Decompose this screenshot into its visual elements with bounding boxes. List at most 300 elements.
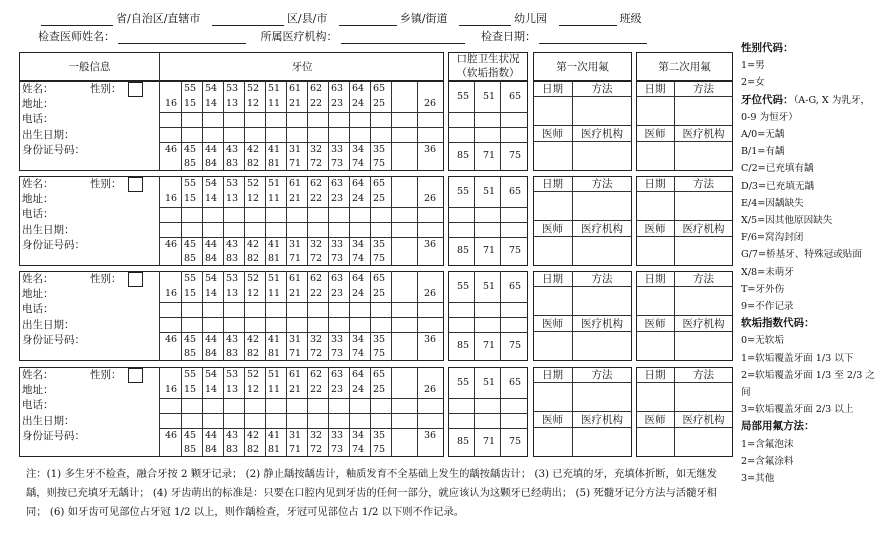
block-2-tooth-up-primary: 65 xyxy=(372,178,386,189)
block-4-second-doctor-label: 医师 xyxy=(644,414,666,426)
block-2-second-doctor-label: 医师 xyxy=(644,223,666,235)
block-3-tooth-low-perm: 45 xyxy=(183,334,197,345)
block-3-second-method-label: 方法 xyxy=(693,273,714,285)
block-3-tooth-up-perm: 21 xyxy=(288,288,302,299)
exam-date-label: 检查日期： xyxy=(481,30,536,43)
second-fluoride-title: 第二次用氟 xyxy=(658,61,711,73)
block-4-oral-upper: 55 xyxy=(456,377,470,388)
block-4-tooth-up-perm: 13 xyxy=(225,384,239,395)
block-2-tooth-low-primary: 81 xyxy=(267,253,281,264)
block-3-oral-lower: 85 xyxy=(456,340,470,351)
block-2-second-method-label: 方法 xyxy=(693,178,714,190)
block-2-address-label: 地址： xyxy=(22,193,54,205)
block-4-tooth-up-primary: 54 xyxy=(204,369,218,380)
block-1-tooth-low-perm: 45 xyxy=(183,144,197,155)
block-2-tooth-up-perm: 24 xyxy=(351,193,365,204)
block-3-tooth-up-perm: 24 xyxy=(351,288,365,299)
block-2-tooth-up-primary: 62 xyxy=(309,178,323,189)
block-4-phone-label: 电话： xyxy=(22,399,54,411)
block-1-tooth-low-perm: 44 xyxy=(204,144,218,155)
block-1-oral-lower: 71 xyxy=(482,150,496,161)
legend-heading: 性别代码： xyxy=(741,42,794,54)
block-4-oral-lower: 71 xyxy=(482,436,496,447)
block-3-tooth-low-perm: 43 xyxy=(225,334,239,345)
block-3-tooth-up-perm: 12 xyxy=(246,288,260,299)
block-1-gender-label: 性别： xyxy=(90,83,122,95)
block-3-tooth-46: 46 xyxy=(164,334,178,345)
block-2-second-date-label: 日期 xyxy=(644,178,666,190)
legend-heading: 局部用氟方法： xyxy=(741,420,815,433)
block-1-tooth-low-perm: 32 xyxy=(309,144,323,155)
block-3-tooth-up-primary: 62 xyxy=(309,273,323,284)
block-4-tooth-up-perm: 21 xyxy=(288,384,302,395)
block-2-tooth-up-primary: 54 xyxy=(204,178,218,189)
block-4-tooth-low-primary: 73 xyxy=(330,444,344,455)
block-1-first-method-label: 方法 xyxy=(591,83,613,95)
block-3-tooth-up-perm: 11 xyxy=(267,288,281,299)
block-3-phone-label: 电话： xyxy=(22,303,54,315)
block-3-tooth-up-perm: 13 xyxy=(225,288,239,299)
block-4-tooth-up-primary: 61 xyxy=(288,369,302,380)
legend-item: A/0=无龋 xyxy=(741,129,785,141)
block-1-oral-lower: 85 xyxy=(456,150,470,161)
block-2-tooth-low-primary: 72 xyxy=(309,253,323,264)
block-3-tooth-up-perm: 25 xyxy=(372,288,386,299)
block-4-tooth-up-perm: 15 xyxy=(183,384,197,395)
block-1-second-institution-label: 医疗机构 xyxy=(682,128,725,140)
block-4-tooth-low-primary: 84 xyxy=(204,444,218,455)
block-1-tooth-low-primary: 71 xyxy=(288,158,302,169)
block-1-second-method-label: 方法 xyxy=(693,83,714,95)
block-3-name-label: 姓名： xyxy=(22,273,54,285)
block-1-tooth-up-perm: 13 xyxy=(225,98,239,109)
town-label: 乡镇/街道 xyxy=(399,12,448,25)
block-3-oral-upper: 65 xyxy=(508,281,522,292)
block-1-tooth-up-primary: 54 xyxy=(204,83,218,94)
block-3-tooth-up-primary: 63 xyxy=(330,273,344,284)
legend-item: T=牙外伤 xyxy=(741,283,785,295)
block-1-tooth-up-perm: 24 xyxy=(351,98,365,109)
legend-item: 1=软垢覆盖牙面 1/3 以下 xyxy=(741,352,854,364)
block-4-tooth-low-perm: 33 xyxy=(330,430,344,441)
block-2-oral-lower: 85 xyxy=(456,245,470,256)
header-line-1 xyxy=(38,10,642,26)
block-1-oral-upper: 51 xyxy=(482,91,496,102)
block-3-tooth-up-primary: 65 xyxy=(372,273,386,284)
legend-item: 3=其他 xyxy=(741,473,775,485)
block-4-tooth-low-primary: 71 xyxy=(288,444,302,455)
block-1-tooth-low-perm: 35 xyxy=(372,144,386,155)
oral-title: 口腔卫生状况 xyxy=(456,53,520,65)
block-2-second-institution-label: 医疗机构 xyxy=(682,223,725,235)
block-4-tooth-up-perm: 12 xyxy=(246,384,260,395)
block-4-first-doctor-label: 医师 xyxy=(542,414,563,426)
block-2-tooth-up-perm: 21 xyxy=(288,193,302,204)
block-3-tooth-low-primary: 81 xyxy=(267,348,281,359)
block-3-first-doctor-label: 医师 xyxy=(542,318,563,330)
block-1-tooth-up-primary: 55 xyxy=(183,83,197,94)
block-2-tooth-up-perm: 13 xyxy=(225,193,239,204)
block-2-tooth-low-primary: 74 xyxy=(351,253,365,264)
block-4-tooth-46: 46 xyxy=(164,430,178,441)
block-2-tooth-low-primary: 83 xyxy=(225,253,239,264)
block-2-tooth-46: 46 xyxy=(164,239,178,250)
block-4-oral-upper: 51 xyxy=(482,377,496,388)
legend-item: G/7=桥基牙、特殊冠或贴面 xyxy=(741,249,862,261)
block-2-name-label: 姓名： xyxy=(22,178,54,190)
block-4-tooth-low-perm: 34 xyxy=(351,430,365,441)
block-1-tooth-up-primary: 62 xyxy=(309,83,323,94)
block-2-first-institution-label: 医疗机构 xyxy=(581,223,623,235)
block-4-second-date-label: 日期 xyxy=(644,369,666,381)
block-2-tooth-low-primary: 75 xyxy=(372,253,386,264)
block-4-tooth-low-primary: 75 xyxy=(372,444,386,455)
block-1-tooth-low-perm: 41 xyxy=(267,144,281,155)
block-3-tooth-low-perm: 35 xyxy=(372,334,386,345)
block-2-tooth-low-primary: 71 xyxy=(288,253,302,264)
block-1-first-doctor-label: 医师 xyxy=(542,128,563,140)
block-3-tooth-up-perm: 15 xyxy=(183,288,197,299)
block-2-tooth-up-perm: 25 xyxy=(372,193,386,204)
block-3-tooth-low-primary: 72 xyxy=(309,348,323,359)
block-3-tooth-low-perm: 32 xyxy=(309,334,323,345)
class-label: 班级 xyxy=(619,12,642,25)
block-3-tooth-up-primary: 54 xyxy=(204,273,218,284)
block-4-tooth-low-perm: 44 xyxy=(204,430,218,441)
block-4-tooth-up-primary: 62 xyxy=(309,369,323,380)
block-4-tooth-low-primary: 83 xyxy=(225,444,239,455)
header-line-2 xyxy=(38,28,650,44)
block-4-first-institution-label: 医疗机构 xyxy=(581,414,623,426)
block-1-tooth-16: 16 xyxy=(164,98,178,109)
block-3-tooth-low-primary: 74 xyxy=(351,348,365,359)
block-3-oral-lower: 71 xyxy=(482,340,496,351)
block-1-tooth-36: 36 xyxy=(423,144,437,155)
block-2-first-doctor-label: 医师 xyxy=(542,223,563,235)
block-1-tooth-up-perm: 12 xyxy=(246,98,260,109)
block-3-tooth-36: 36 xyxy=(423,334,437,345)
block-3-tooth-up-primary: 55 xyxy=(183,273,197,284)
block-2-tooth-low-perm: 31 xyxy=(288,239,302,250)
block-1-second-date-label: 日期 xyxy=(644,83,666,95)
block-1-oral-lower: 75 xyxy=(508,150,522,161)
legend-item: F/6=窝沟封闭 xyxy=(741,232,804,244)
block-4-name-label: 姓名： xyxy=(22,369,54,381)
block-3-tooth-low-primary: 73 xyxy=(330,348,344,359)
block-1-tooth-up-perm: 11 xyxy=(267,98,281,109)
block-4-tooth-up-primary: 65 xyxy=(372,369,386,380)
block-3-tooth-up-primary: 53 xyxy=(225,273,239,284)
legend-item: 间 xyxy=(741,387,751,399)
block-2-tooth-up-primary: 55 xyxy=(183,178,197,189)
block-4-tooth-low-perm: 32 xyxy=(309,430,323,441)
legend-item: 0-9 为恒牙） xyxy=(741,111,798,123)
block-1-tooth-up-primary: 64 xyxy=(351,83,365,94)
legend-item: X/8=未萌牙 xyxy=(741,266,794,278)
block-2-tooth-low-perm: 34 xyxy=(351,239,365,250)
block-4-tooth-up-perm: 23 xyxy=(330,384,344,395)
block-1-tooth-up-primary: 51 xyxy=(267,83,281,94)
block-2-tooth-low-primary: 73 xyxy=(330,253,344,264)
block-3-tooth-up-primary: 61 xyxy=(288,273,302,284)
block-2-oral-upper: 55 xyxy=(456,186,470,197)
block-2-tooth-36: 36 xyxy=(423,239,437,250)
block-4-oral-lower: 85 xyxy=(456,436,470,447)
block-2-gender-box[interactable] xyxy=(128,177,143,192)
legend-item: 2=含氟涂料 xyxy=(741,455,794,467)
block-4-tooth-low-primary: 72 xyxy=(309,444,323,455)
block-1-tooth-low-perm: 31 xyxy=(288,144,302,155)
block-2-gender-label: 性别： xyxy=(90,178,122,190)
block-4-tooth-36: 36 xyxy=(423,430,437,441)
block-1-tooth-low-perm: 43 xyxy=(225,144,239,155)
province-label: 省/自治区/直辖市 xyxy=(116,12,201,25)
block-3-tooth-up-primary: 52 xyxy=(246,273,260,284)
block-3-tooth-16: 16 xyxy=(164,288,178,299)
block-1-tooth-up-perm: 25 xyxy=(372,98,386,109)
block-4-tooth-low-primary: 82 xyxy=(246,444,260,455)
block-4-tooth-up-perm: 14 xyxy=(204,384,218,395)
legend-item: 0=无软垢 xyxy=(741,335,784,347)
block-4-tooth-up-primary: 63 xyxy=(330,369,344,380)
block-3-first-date-label: 日期 xyxy=(542,273,563,285)
block-4-tooth-low-primary: 85 xyxy=(183,444,197,455)
block-2-tooth-up-perm: 11 xyxy=(267,193,281,204)
block-4-tooth-low-perm: 35 xyxy=(372,430,386,441)
class-blank[interactable] xyxy=(559,14,617,26)
block-4-tooth-low-perm: 45 xyxy=(183,430,197,441)
block-1-tooth-low-primary: 84 xyxy=(204,158,218,169)
general-info-title: 一般信息 xyxy=(68,61,111,73)
block-4-tooth-low-perm: 41 xyxy=(267,430,281,441)
block-2-tooth-low-perm: 33 xyxy=(330,239,344,250)
block-1-tooth-up-perm: 22 xyxy=(309,98,323,109)
block-1-gender-box[interactable] xyxy=(128,82,143,97)
block-3-tooth-up-perm: 23 xyxy=(330,288,344,299)
kindergarten-label: 幼儿园 xyxy=(514,12,548,25)
block-4-address-label: 地址： xyxy=(22,384,54,396)
block-3-second-date-label: 日期 xyxy=(644,273,666,285)
block-1-oral-upper: 65 xyxy=(508,91,522,102)
town-blank[interactable] xyxy=(339,14,397,26)
block-4-tooth-up-primary: 51 xyxy=(267,369,281,380)
block-4-tooth-26: 26 xyxy=(423,384,437,395)
block-3-tooth-low-perm: 31 xyxy=(288,334,302,345)
block-4-tooth-low-perm: 42 xyxy=(246,430,260,441)
block-1-tooth-low-perm: 33 xyxy=(330,144,344,155)
block-2-tooth-up-perm: 23 xyxy=(330,193,344,204)
block-1-tooth-low-primary: 72 xyxy=(309,158,323,169)
block-3-gender-label: 性别： xyxy=(90,273,122,285)
block-4-second-method-label: 方法 xyxy=(693,369,714,381)
legend-item: 2=软垢覆盖牙面 1/3 至 2/3 之 xyxy=(741,369,875,381)
block-4-second-institution-label: 医疗机构 xyxy=(682,414,725,426)
legend-item: C/2=已充填有龋 xyxy=(741,163,814,175)
block-1-tooth-low-primary: 73 xyxy=(330,158,344,169)
block-2-tooth-up-primary: 52 xyxy=(246,178,260,189)
block-4-gender-box[interactable] xyxy=(128,368,143,383)
block-1-first-institution-label: 医疗机构 xyxy=(581,128,623,140)
legend-item: D/3=已充填无龋 xyxy=(741,180,815,192)
block-2-tooth-low-primary: 84 xyxy=(204,253,218,264)
block-1-second-doctor-label: 医师 xyxy=(644,128,666,140)
block-3-tooth-low-perm: 33 xyxy=(330,334,344,345)
block-1-birth-label: 出生日期： xyxy=(22,129,75,141)
block-2-tooth-up-primary: 64 xyxy=(351,178,365,189)
block-2-phone-label: 电话： xyxy=(22,208,54,220)
block-3-tooth-low-perm: 34 xyxy=(351,334,365,345)
block-4-tooth-up-perm: 11 xyxy=(267,384,281,395)
legend-item: 1=男 xyxy=(741,60,765,72)
teeth-title: 牙位 xyxy=(291,61,313,73)
block-2-tooth-up-primary: 63 xyxy=(330,178,344,189)
block-2-tooth-low-perm: 41 xyxy=(267,239,281,250)
block-2-tooth-up-perm: 15 xyxy=(183,193,197,204)
legend-heading: 牙位代码：（A-G, X 为乳牙， xyxy=(741,93,871,106)
block-1-tooth-up-perm: 23 xyxy=(330,98,344,109)
block-1-first-date-label: 日期 xyxy=(542,83,563,95)
block-1-tooth-low-primary: 81 xyxy=(267,158,281,169)
block-4-birth-label: 出生日期： xyxy=(22,415,75,427)
block-2-tooth-up-perm: 14 xyxy=(204,193,218,204)
block-4-oral-lower: 75 xyxy=(508,436,522,447)
block-4-tooth-up-primary: 52 xyxy=(246,369,260,380)
block-4-gender-label: 性别： xyxy=(90,369,122,381)
block-4-first-method-label: 方法 xyxy=(591,369,613,381)
legend xyxy=(741,40,881,487)
block-3-tooth-up-primary: 51 xyxy=(267,273,281,284)
block-4-tooth-low-perm: 43 xyxy=(225,430,239,441)
block-3-tooth-26: 26 xyxy=(423,288,437,299)
institution-blank[interactable] xyxy=(341,32,465,44)
block-3-oral-upper: 51 xyxy=(482,281,496,292)
legend-heading: 软垢指数代码： xyxy=(741,317,815,330)
block-1-tooth-46: 46 xyxy=(164,144,178,155)
block-3-tooth-low-perm: 44 xyxy=(204,334,218,345)
block-3-tooth-low-primary: 71 xyxy=(288,348,302,359)
oral-subtitle: （软垢指数） xyxy=(456,67,520,79)
block-2-tooth-low-perm: 42 xyxy=(246,239,260,250)
block-2-tooth-low-primary: 85 xyxy=(183,253,197,264)
block-2-tooth-up-primary: 61 xyxy=(288,178,302,189)
block-1-tooth-up-primary: 63 xyxy=(330,83,344,94)
block-4-tooth-16: 16 xyxy=(164,384,178,395)
block-3-address-label: 地址： xyxy=(22,288,54,300)
block-3-id-label: 身份证号码： xyxy=(22,334,85,346)
block-3-tooth-low-primary: 75 xyxy=(372,348,386,359)
block-3-tooth-low-primary: 85 xyxy=(183,348,197,359)
exam-date-blank[interactable] xyxy=(539,32,647,44)
district-label: 区/县/市 xyxy=(286,12,328,25)
block-2-first-method-label: 方法 xyxy=(591,178,613,190)
block-1-tooth-low-primary: 82 xyxy=(246,158,260,169)
block-4-tooth-up-perm: 22 xyxy=(309,384,323,395)
legend-item: B/1=有龋 xyxy=(741,146,785,158)
block-3-tooth-low-primary: 83 xyxy=(225,348,239,359)
block-3-tooth-low-perm: 42 xyxy=(246,334,260,345)
block-2-tooth-low-perm: 35 xyxy=(372,239,386,250)
block-2-id-label: 身份证号码： xyxy=(22,239,85,251)
block-2-oral-upper: 51 xyxy=(482,186,496,197)
block-2-tooth-up-primary: 51 xyxy=(267,178,281,189)
block-2-tooth-16: 16 xyxy=(164,193,178,204)
legend-item: 2=女 xyxy=(741,77,765,89)
block-2-tooth-up-perm: 12 xyxy=(246,193,260,204)
doctor-name-label: 检查医师姓名： xyxy=(38,30,115,43)
block-1-tooth-up-primary: 53 xyxy=(225,83,239,94)
block-1-id-label: 身份证号码： xyxy=(22,144,85,156)
block-1-tooth-low-primary: 74 xyxy=(351,158,365,169)
block-1-tooth-up-primary: 61 xyxy=(288,83,302,94)
district-blank[interactable] xyxy=(212,14,284,26)
block-1-tooth-up-primary: 52 xyxy=(246,83,260,94)
block-2-oral-upper: 65 xyxy=(508,186,522,197)
block-2-tooth-up-primary: 53 xyxy=(225,178,239,189)
block-1-tooth-up-perm: 21 xyxy=(288,98,302,109)
block-2-tooth-low-perm: 45 xyxy=(183,239,197,250)
block-1-tooth-26: 26 xyxy=(423,98,437,109)
block-4-oral-upper: 65 xyxy=(508,377,522,388)
doctor-name-blank[interactable] xyxy=(118,32,246,44)
block-2-tooth-26: 26 xyxy=(423,193,437,204)
block-1-tooth-low-primary: 75 xyxy=(372,158,386,169)
block-3-tooth-up-perm: 22 xyxy=(309,288,323,299)
block-2-tooth-up-perm: 22 xyxy=(309,193,323,204)
province-blank[interactable] xyxy=(41,14,113,26)
block-2-tooth-low-perm: 44 xyxy=(204,239,218,250)
block-3-birth-label: 出生日期： xyxy=(22,319,75,331)
block-4-first-date-label: 日期 xyxy=(542,369,563,381)
block-1-phone-label: 电话： xyxy=(22,113,54,125)
block-4-tooth-up-primary: 53 xyxy=(225,369,239,380)
block-3-oral-upper: 55 xyxy=(456,281,470,292)
block-2-tooth-low-primary: 82 xyxy=(246,253,260,264)
block-4-tooth-up-perm: 24 xyxy=(351,384,365,395)
block-1-tooth-up-perm: 15 xyxy=(183,98,197,109)
block-1-tooth-low-perm: 34 xyxy=(351,144,365,155)
block-3-tooth-low-primary: 82 xyxy=(246,348,260,359)
first-fluoride-title: 第一次用氟 xyxy=(556,61,609,73)
block-2-birth-label: 出生日期： xyxy=(22,224,75,236)
block-3-tooth-low-perm: 41 xyxy=(267,334,281,345)
block-4-tooth-up-primary: 55 xyxy=(183,369,197,380)
block-3-tooth-up-perm: 14 xyxy=(204,288,218,299)
block-2-oral-lower: 71 xyxy=(482,245,496,256)
block-3-tooth-low-primary: 84 xyxy=(204,348,218,359)
kindergarten-blank[interactable] xyxy=(459,14,511,26)
institution-label: 所属医疗机构： xyxy=(260,30,338,43)
block-1-tooth-low-primary: 83 xyxy=(225,158,239,169)
block-1-tooth-low-perm: 42 xyxy=(246,144,260,155)
block-1-tooth-up-perm: 14 xyxy=(204,98,218,109)
legend-item: 3=软垢覆盖牙面 2/3 以上 xyxy=(741,404,854,416)
legend-item: X/5=因其他原因缺失 xyxy=(741,215,833,227)
block-2-tooth-low-perm: 43 xyxy=(225,239,239,250)
block-2-first-date-label: 日期 xyxy=(542,178,563,190)
block-4-tooth-up-primary: 64 xyxy=(351,369,365,380)
block-3-second-institution-label: 医疗机构 xyxy=(682,318,725,330)
legend-item: 9=不作记录 xyxy=(741,301,794,313)
legend-item: E/4=因龋缺失 xyxy=(741,197,804,209)
block-4-tooth-low-primary: 74 xyxy=(351,444,365,455)
block-2-oral-lower: 75 xyxy=(508,245,522,256)
block-1-name-label: 姓名： xyxy=(22,83,54,95)
block-3-first-institution-label: 医疗机构 xyxy=(581,318,623,330)
legend-item: 1=含氟泡沫 xyxy=(741,438,794,450)
block-4-tooth-low-primary: 81 xyxy=(267,444,281,455)
block-3-first-method-label: 方法 xyxy=(591,273,613,285)
block-3-gender-box[interactable] xyxy=(128,272,143,287)
